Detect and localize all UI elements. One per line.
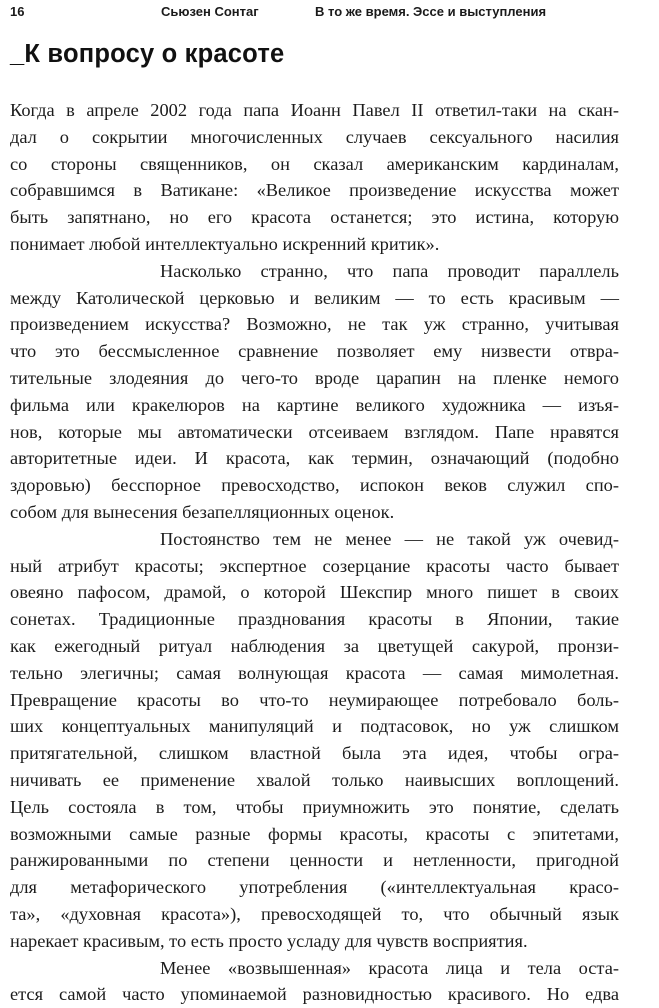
text-line: Превращение красоты во что-то неумирающее потребовало боль- — [10, 687, 619, 714]
text-line: Постоянство тем не менее — не такой уж очевид- — [10, 526, 619, 553]
text-line: овеяно пафосом, драмой, о которой Шекспир много пишет в своих — [10, 579, 619, 606]
text-line: та», «духовная красота»), превосходящей то, что обычный язык — [10, 901, 619, 928]
text-line: ничивать ее применение хвалой только наивысших воплощений. — [10, 767, 619, 794]
text-line: собравшимся в Ватикане: «Великое произведение искусства может — [10, 177, 619, 204]
text-line: ранжированными по степени ценности и нетленности, пригодной — [10, 847, 619, 874]
running-head-book-title: В то же время. Эссе и выступления — [315, 4, 546, 19]
text-line: что это бессмысленное сравнение позволяет ему низвести отвра- — [10, 338, 619, 365]
text-line: тительные злодеяния до чего-то вроде царапин на пленке немого — [10, 365, 619, 392]
chapter-title: _К вопросу о красоте — [10, 40, 284, 69]
text-line: произведением искусства? Возможно, не так уж странно, учитывая — [10, 311, 619, 338]
text-line: ется самой часто упоминаемой разновидностью красивого. Но едва — [10, 981, 619, 1008]
paragraph — [10, 258, 619, 526]
text-line: быть запятнано, но его красота останется; это истина, которую — [10, 204, 619, 231]
text-line: собом для вынесения безапелляционных оценок. — [10, 499, 619, 526]
text-line: здоровью) бесспорное превосходство, испокон веков служил спо- — [10, 472, 619, 499]
text-line: Цель состояла в том, чтобы приумножить это понятие, сделать — [10, 794, 619, 821]
paragraph — [10, 526, 619, 955]
text-line: Когда в апреле 2002 года папа Иоанн Павел II ответил-таки на скан- — [10, 97, 619, 124]
text-line: Насколько странно, что папа проводит параллель — [10, 258, 619, 285]
text-line: нарекает красивым, то есть просто усладу для чувств восприятия. — [10, 928, 619, 955]
paragraph — [10, 955, 619, 1008]
text-line: сонетах. Традиционные празднования красоты в Японии, такие — [10, 606, 619, 633]
page-number: 16 — [10, 4, 24, 19]
text-line: ших концептуальных манипуляций и подтасовок, но уж слишком — [10, 713, 619, 740]
text-line: дал о сокрытии многочисленных случаев сексуального насилия — [10, 124, 619, 151]
paragraph — [10, 97, 619, 258]
text-line: как ежегодный ритуал наблюдения за цветущей сакурой, пронзи- — [10, 633, 619, 660]
text-line: нов, которые мы автоматически отсеиваем взглядом. Папе нравятся — [10, 419, 619, 446]
running-head-author: Сьюзен Сонтаг — [161, 4, 259, 19]
text-line: фильма или кракелюров на картине великого художника — изъя- — [10, 392, 619, 419]
text-line: притягательной, слишком властной была эта идея, чтобы огра- — [10, 740, 619, 767]
text-line: Менее «возвышенная» красота лица и тела оста- — [10, 955, 619, 982]
text-line: со стороны священников, он сказал американским кардиналам, — [10, 151, 619, 178]
body-text — [10, 97, 619, 1008]
text-line: авторитетные идеи. И красота, как термин, означающий (подобно — [10, 445, 619, 472]
text-line: между Католической церковью и великим — то есть красивым — — [10, 285, 619, 312]
text-line: возможными самые разные формы красоты, красоты с эпитетами, — [10, 821, 619, 848]
text-line: тельно элегичны; самая волнующая красота — самая мимолетная. — [10, 660, 619, 687]
text-line: для метафорического употребления («интеллектуальная красо- — [10, 874, 619, 901]
running-head — [10, 4, 619, 22]
text-line: понимает любой интеллектуально искренний критик». — [10, 231, 619, 258]
text-line: ный атрибут красоты; экспертное созерцание красоты часто бывает — [10, 553, 619, 580]
